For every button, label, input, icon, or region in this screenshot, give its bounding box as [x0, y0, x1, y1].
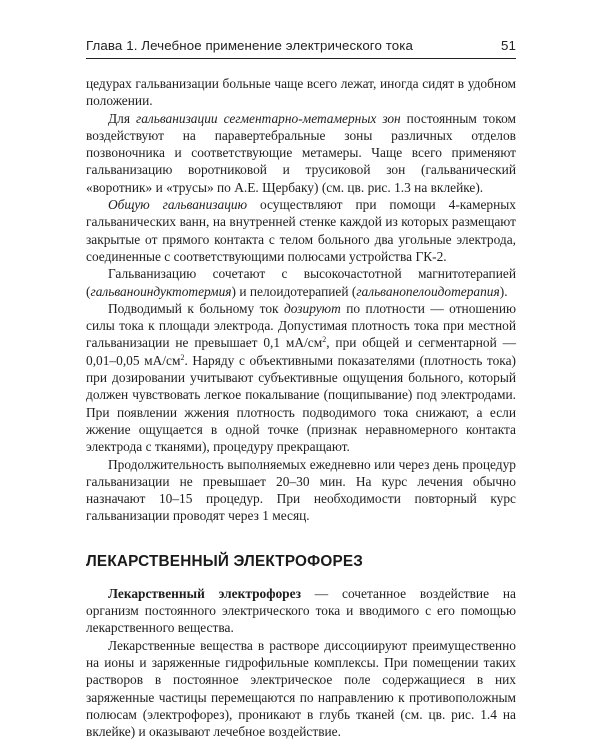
section-paragraph-2: Лекарственные вещества в растворе диссоциируют преимущественно на ионы и заряженные гидрофильные комплексы. При помещении таких растворов в постоянное электрическое поле содержащиеся в них заряженные частицы перемещаются по направлению к противоположным полюсам (электрофорез), проникают в глубь тканей (см. цв. рис. 1.4 на вклейке) и оказывают лечебное воздействие.: [86, 637, 516, 740]
paragraph-5: Подводимый к больному ток дозируют по плотности — отношению силы тока к площади электрода. Допустимая плотность тока при местной гальванизации не превышает 0,1 $мА/см^2$, при общей и сегментарной — 0,01–0,05 $мА/см^2$. Наряду с объективными показателями (плотность тока) при дозировании учитывают субъективные ощущения больного, который должен чувствовать легкое покалывание (пощипывание) под электродами. При появлении жжения плотность подводимого тока снижают, а если жжение ощущается в одной точке (признак неравномерного контакта электрода с тканями), процедуру прекращают.: [86, 300, 517, 455]
running-head: [86, 38, 516, 53]
page-body: [86, 75, 516, 740]
term-italic: Общую гальванизацию: [108, 197, 248, 213]
header-rule: [86, 58, 516, 59]
chapter-title: Глава 1. Лечебное применение электрического тока: [86, 38, 413, 53]
term-italic: гальванопелоидотерапия: [356, 283, 500, 299]
paragraph-3: Общую гальванизацию осуществляют при помощи 4-камерных гальванических ванн, на внутренней стенке каждой из которых размещают закрытые от прямого контакта с телом больного два угольные электрода, соединенные с соответствующими полюсами устройства ГК-2.: [86, 197, 516, 264]
section-paragraph-1: Лекарственный электрофорез — сочетанное воздействие на организм постоянного электрического тока и вводимого с его помощью лекарственного вещества.: [86, 585, 516, 636]
section-heading: ЛЕКАРСТВЕННЫЙ ЭЛЕКТРОФОРЕЗ: [86, 552, 364, 570]
paragraph-2: Для гальванизации сегментарно-метамерных зон постоянным током воздействуют на паравертебральные зоны различных отделов позвоночника и соответствующие метамеры. Чаще всего применяют гальванизацию воротниковой и трусиковой зон (гальванический «воротник» и «трусы» по А.Е. Щербаку) (см. цв. рис. 1.3 на вклейке).: [86, 110, 516, 195]
page-number: 51: [501, 38, 516, 53]
term-italic: гальванизации сегментарно-метамерных зон: [135, 110, 401, 126]
paragraph-4: Гальванизацию сочетают с высокочастотной магнитотерапией (гальваноиндуктотермия) и пелоидотерапией (гальванопелоидотерапия).: [86, 266, 516, 299]
term-italic: гальваноиндуктотермия: [90, 283, 232, 299]
paragraph-1: цедурах гальванизации больные чаще всего лежат, иногда сидят в удобном положении.: [86, 76, 516, 109]
term-italic: дозируют: [284, 300, 341, 316]
paragraph-6: Продолжительность выполняемых ежедневно или через день процедур гальванизации не превышает 20–30 мин. На курс лечения обычно назначают 10–15 процедур. При необходимости повторный курс гальванизации проводят через 1 месяц.: [86, 456, 516, 524]
term-bold: Лекарственный электрофорез: [108, 585, 301, 601]
